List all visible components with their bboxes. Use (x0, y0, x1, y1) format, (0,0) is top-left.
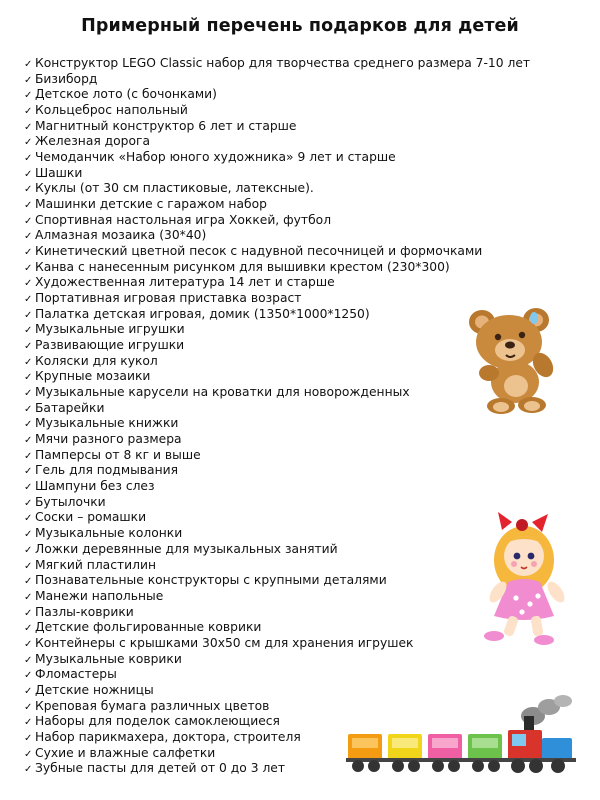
checkmark-icon: ✓ (24, 294, 33, 306)
list-item-label: Детские фольгированные коврики (35, 620, 262, 635)
list-item (24, 291, 584, 307)
checkmark-icon: ✓ (24, 701, 33, 713)
checkmark-icon: ✓ (24, 247, 33, 259)
gift-list (24, 56, 584, 777)
checkmark-icon: ✓ (24, 685, 33, 697)
list-item (24, 87, 584, 103)
list-item-label: Коляски для кукол (35, 353, 158, 368)
checkmark-icon: ✓ (24, 764, 33, 776)
list-item-label: Развивающие игрушки (35, 338, 185, 353)
list-item (24, 213, 584, 229)
list-item-label: Креповая бумага различных цветов (35, 698, 270, 713)
list-item-label: Шампуни без слез (35, 479, 155, 494)
checkmark-icon: ✓ (24, 419, 33, 431)
list-item-label: Манежи напольные (35, 588, 164, 603)
list-item-label: Мячи разного размера (35, 432, 182, 447)
list-item-label: Портативная игровая приставка возраст (35, 291, 302, 306)
list-item-label: Ложки деревянные для музыкальных занятий (35, 541, 338, 556)
checkmark-icon: ✓ (24, 153, 33, 165)
checkmark-icon: ✓ (24, 231, 33, 243)
list-item (24, 448, 584, 464)
checkmark-icon: ✓ (24, 262, 33, 274)
list-item-label: Набор парикмахера, доктора, строителя (35, 729, 301, 744)
list-item-label: Детское лото (с бочонками) (35, 87, 217, 102)
checkmark-icon: ✓ (24, 168, 33, 180)
checkmark-icon: ✓ (24, 529, 33, 541)
list-item-label: Батарейки (35, 400, 105, 415)
checkmark-icon: ✓ (24, 450, 33, 462)
list-item-label: Чемоданчик «Набор юного художника» 9 лет и старше (35, 150, 396, 165)
checkmark-icon: ✓ (24, 482, 33, 494)
list-item-label: Магнитный конструктор 6 лет и старше (35, 118, 297, 133)
list-item-label: Алмазная мозаика (30*40) (35, 228, 207, 243)
list-item-label: Пазлы-коврики (35, 604, 134, 619)
checkmark-icon: ✓ (24, 184, 33, 196)
list-item (24, 652, 584, 668)
list-item (24, 72, 584, 88)
checkmark-icon: ✓ (24, 607, 33, 619)
toy-train-illustration (346, 694, 582, 778)
list-item-label: Зубные пасты для детей от 0 до 3 лет (35, 761, 286, 776)
list-item (24, 166, 584, 182)
list-item-label: Музыкальные коврики (35, 651, 182, 666)
checkmark-icon: ✓ (24, 74, 33, 86)
checkmark-icon: ✓ (24, 497, 33, 509)
list-item-label: Крупные мозаики (35, 369, 151, 384)
list-item-label: Спортивная настольная игра Хоккей, футбол (35, 212, 332, 227)
list-item-label: Кольцеброс напольный (35, 103, 188, 118)
list-item (24, 197, 584, 213)
list-item (24, 463, 584, 479)
list-item (24, 150, 584, 166)
list-item-label: Кинетический цветной песок с надувной песочницей и формочками (35, 244, 483, 259)
checkmark-icon: ✓ (24, 717, 33, 729)
list-item (24, 181, 584, 197)
list-item-label: Художественная литература 14 лет и старше (35, 275, 335, 290)
checkmark-icon: ✓ (24, 403, 33, 415)
checkmark-icon: ✓ (24, 388, 33, 400)
checkmark-icon: ✓ (24, 513, 33, 525)
list-item-label: Наборы для поделок самоклеющиеся (35, 714, 280, 729)
checkmark-icon: ✓ (24, 106, 33, 118)
list-item (24, 432, 584, 448)
list-item-label: Сухие и влажные салфетки (35, 745, 216, 760)
checkmark-icon: ✓ (24, 341, 33, 353)
checkmark-icon: ✓ (24, 356, 33, 368)
list-item (24, 228, 584, 244)
list-item (24, 275, 584, 291)
list-item-label: Соски – ромашки (35, 510, 147, 525)
checkmark-icon: ✓ (24, 435, 33, 447)
list-item (24, 495, 584, 511)
checkmark-icon: ✓ (24, 137, 33, 149)
checkmark-icon: ✓ (24, 200, 33, 212)
checkmark-icon: ✓ (24, 278, 33, 290)
checkmark-icon: ✓ (24, 466, 33, 478)
teddy-bear-illustration (462, 306, 572, 414)
list-item-label: Шашки (35, 165, 83, 180)
list-item-label: Бизиборд (35, 71, 98, 86)
list-item (24, 56, 584, 72)
list-item-label: Куклы (от 30 см пластиковые, латексные). (35, 181, 314, 196)
list-item-label: Музыкальные игрушки (35, 322, 185, 337)
checkmark-icon: ✓ (24, 748, 33, 760)
list-item (24, 479, 584, 495)
checkmark-icon: ✓ (24, 325, 33, 337)
checkmark-icon: ✓ (24, 372, 33, 384)
list-item (24, 416, 584, 432)
list-item-label: Детские ножницы (35, 682, 154, 697)
page-title: Примерный перечень подарков для детей (81, 16, 519, 36)
list-item-label: Канва с нанесенным рисунком для вышивки крестом (230*300) (35, 259, 450, 274)
list-item (24, 119, 584, 135)
list-item-label: Музыкальные колонки (35, 526, 183, 541)
checkmark-icon: ✓ (24, 544, 33, 556)
checkmark-icon: ✓ (24, 670, 33, 682)
checkmark-icon: ✓ (24, 560, 33, 572)
checkmark-icon: ✓ (24, 309, 33, 321)
checkmark-icon: ✓ (24, 59, 33, 70)
checkmark-icon: ✓ (24, 732, 33, 744)
list-item (24, 260, 584, 276)
checkmark-icon: ✓ (24, 638, 33, 650)
checkmark-icon: ✓ (24, 215, 33, 227)
list-item-label: Музыкальные книжки (35, 416, 179, 431)
list-item-label: Памперсы от 8 кг и выше (35, 447, 201, 462)
doll-illustration (470, 512, 580, 650)
list-item-label: Контейнеры с крышками 30х50 см для хранения игрушек (35, 635, 414, 650)
checkmark-icon: ✓ (24, 121, 33, 133)
list-item-label: Мягкий пластилин (35, 557, 157, 572)
list-item (24, 667, 584, 683)
list-item-label: Познавательные конструкторы с крупными деталями (35, 573, 387, 588)
list-item-label: Машинки детские с гаражом набор (35, 197, 267, 212)
checkmark-icon: ✓ (24, 591, 33, 603)
checkmark-icon: ✓ (24, 623, 33, 635)
list-item (24, 103, 584, 119)
list-item-label: Фломастеры (35, 667, 117, 682)
list-item-label: Конструктор LEGO Classic набор для творчества среднего размера 7-10 лет (35, 56, 531, 70)
checkmark-icon: ✓ (24, 576, 33, 588)
list-item-label: Гель для подмывания (35, 463, 179, 478)
list-item-label: Бутылочки (35, 494, 106, 509)
list-item-label: Палатка детская игровая, домик (1350*1000*1250) (35, 306, 370, 321)
list-item-label: Железная дорога (35, 134, 151, 149)
list-item-label: Музыкальные карусели на кроватки для новорожденных (35, 385, 410, 400)
checkmark-icon: ✓ (24, 90, 33, 102)
list-item (24, 244, 584, 260)
checkmark-icon: ✓ (24, 654, 33, 666)
list-item (24, 134, 584, 150)
